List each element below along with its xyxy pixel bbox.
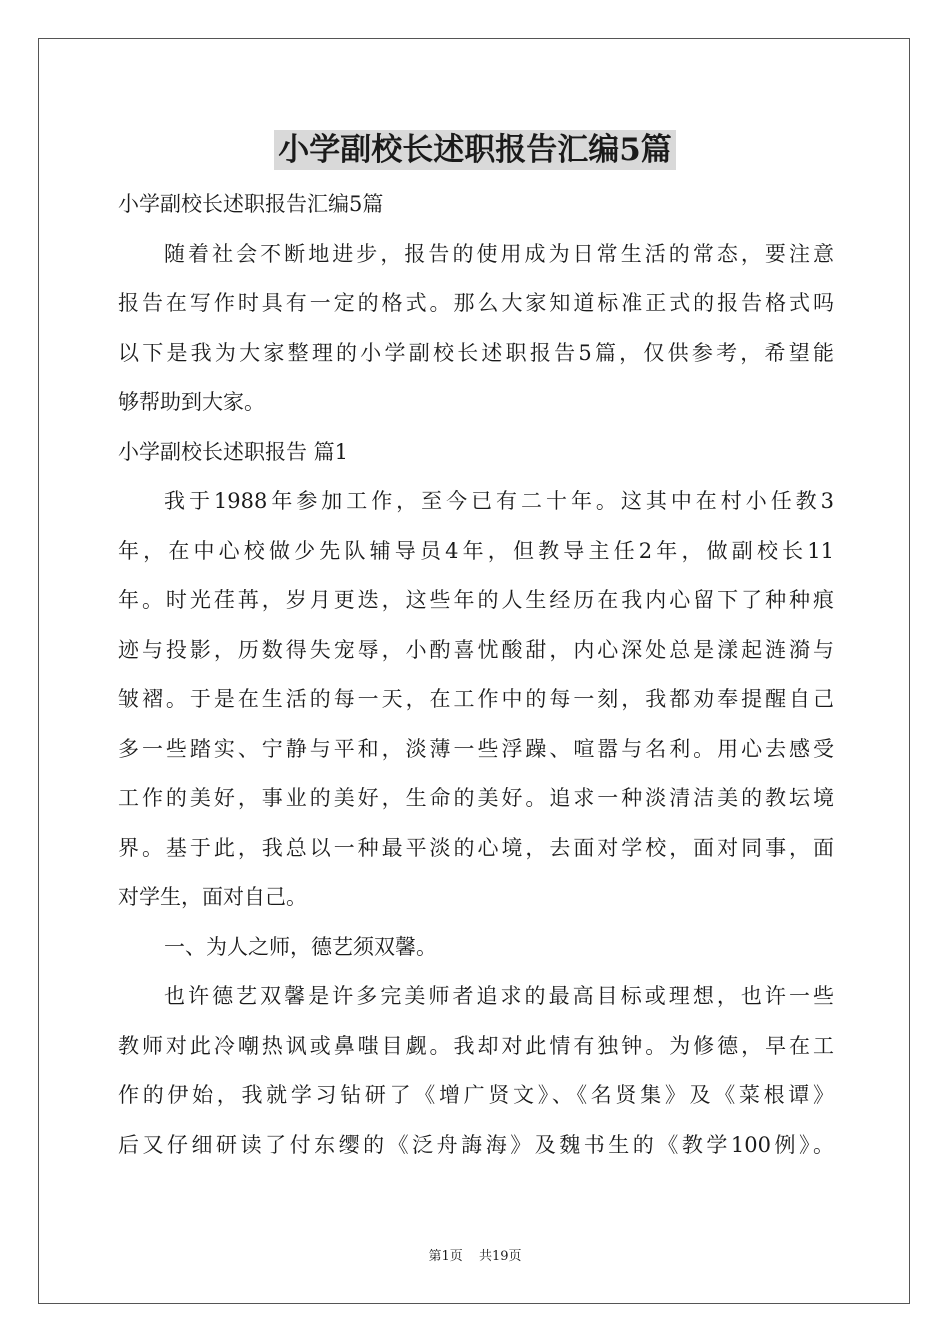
body-line: 作的伊始，我就学习钻研了《增广贤文》、《名贤集》及《菜根谭》 (118, 1083, 834, 1107)
body-line: 以下是我为大家整理的小学副校长述职报告5篇，仅供参考，希望能 (118, 340, 834, 365)
body-line: 后又仔细研读了付东缨的《泛舟誨海》及魏书生的《教学100例》。 (118, 1132, 834, 1157)
body-line: 我于1988年参加工作，至今已有二十年。这其中在村小任教3 (164, 489, 834, 513)
page-footer (0, 1248, 950, 1266)
body-line: 年。时光荏苒，岁月更迭，这些年的人生经历在我内心留下了种种痕 (118, 588, 834, 612)
body-line: 也许德艺双馨是许多完美师者追求的最高目标或理想，也许一些 (164, 984, 834, 1008)
body-line: 工作的美好，事业的美好，生命的美好。追求一种淡清洁美的教坛境 (118, 786, 834, 810)
body-line: 小学副校长述职报告汇编5篇 (118, 192, 384, 216)
body-line: 随着社会不断地进步，报告的使用成为日常生活的常态，要注意 (164, 241, 834, 266)
document-body (118, 180, 834, 1170)
body-line: 报告在写作时具有一定的格式。那么大家知道标准正式的报告格式吗 (118, 291, 834, 315)
body-line: 皱褶。于是在生活的每一天，在工作中的每一刻，我都劝奉提醒自己 (118, 687, 834, 711)
body-line: 教师对此冷嘲热讽或鼻嗤目觑。我却对此情有独钟。为修德，早在工 (118, 1033, 834, 1058)
document-title: 小学副校长述职报告汇编5篇 (274, 130, 676, 170)
section-heading: 小学副校长述职报告 篇1 (118, 439, 349, 464)
subsection-heading: 一、为人之师，德艺须双馨。 (164, 934, 437, 959)
body-line: 界。基于此，我总以一种最平淡的心境，去面对学校，面对同事，面 (118, 835, 834, 860)
body-line: 年，在中心校做少先队辅导员4年，但教导主任2年，做副校长11 (118, 538, 834, 563)
page-total: 共19页 (478, 1249, 522, 1264)
title-container (0, 130, 950, 170)
body-line: 对学生，面对自己。 (118, 885, 307, 909)
body-line: 迹与投影，历数得失宠辱，小酌喜忧酸甜，内心深处总是漾起涟漪与 (118, 637, 834, 662)
body-line: 多一些踏实、宁静与平和，淡薄一些浮躁、喧嚣与名利。用心去感受 (118, 736, 834, 761)
page-number: 第1页 (428, 1249, 463, 1264)
body-line: 够帮助到大家。 (118, 390, 265, 414)
